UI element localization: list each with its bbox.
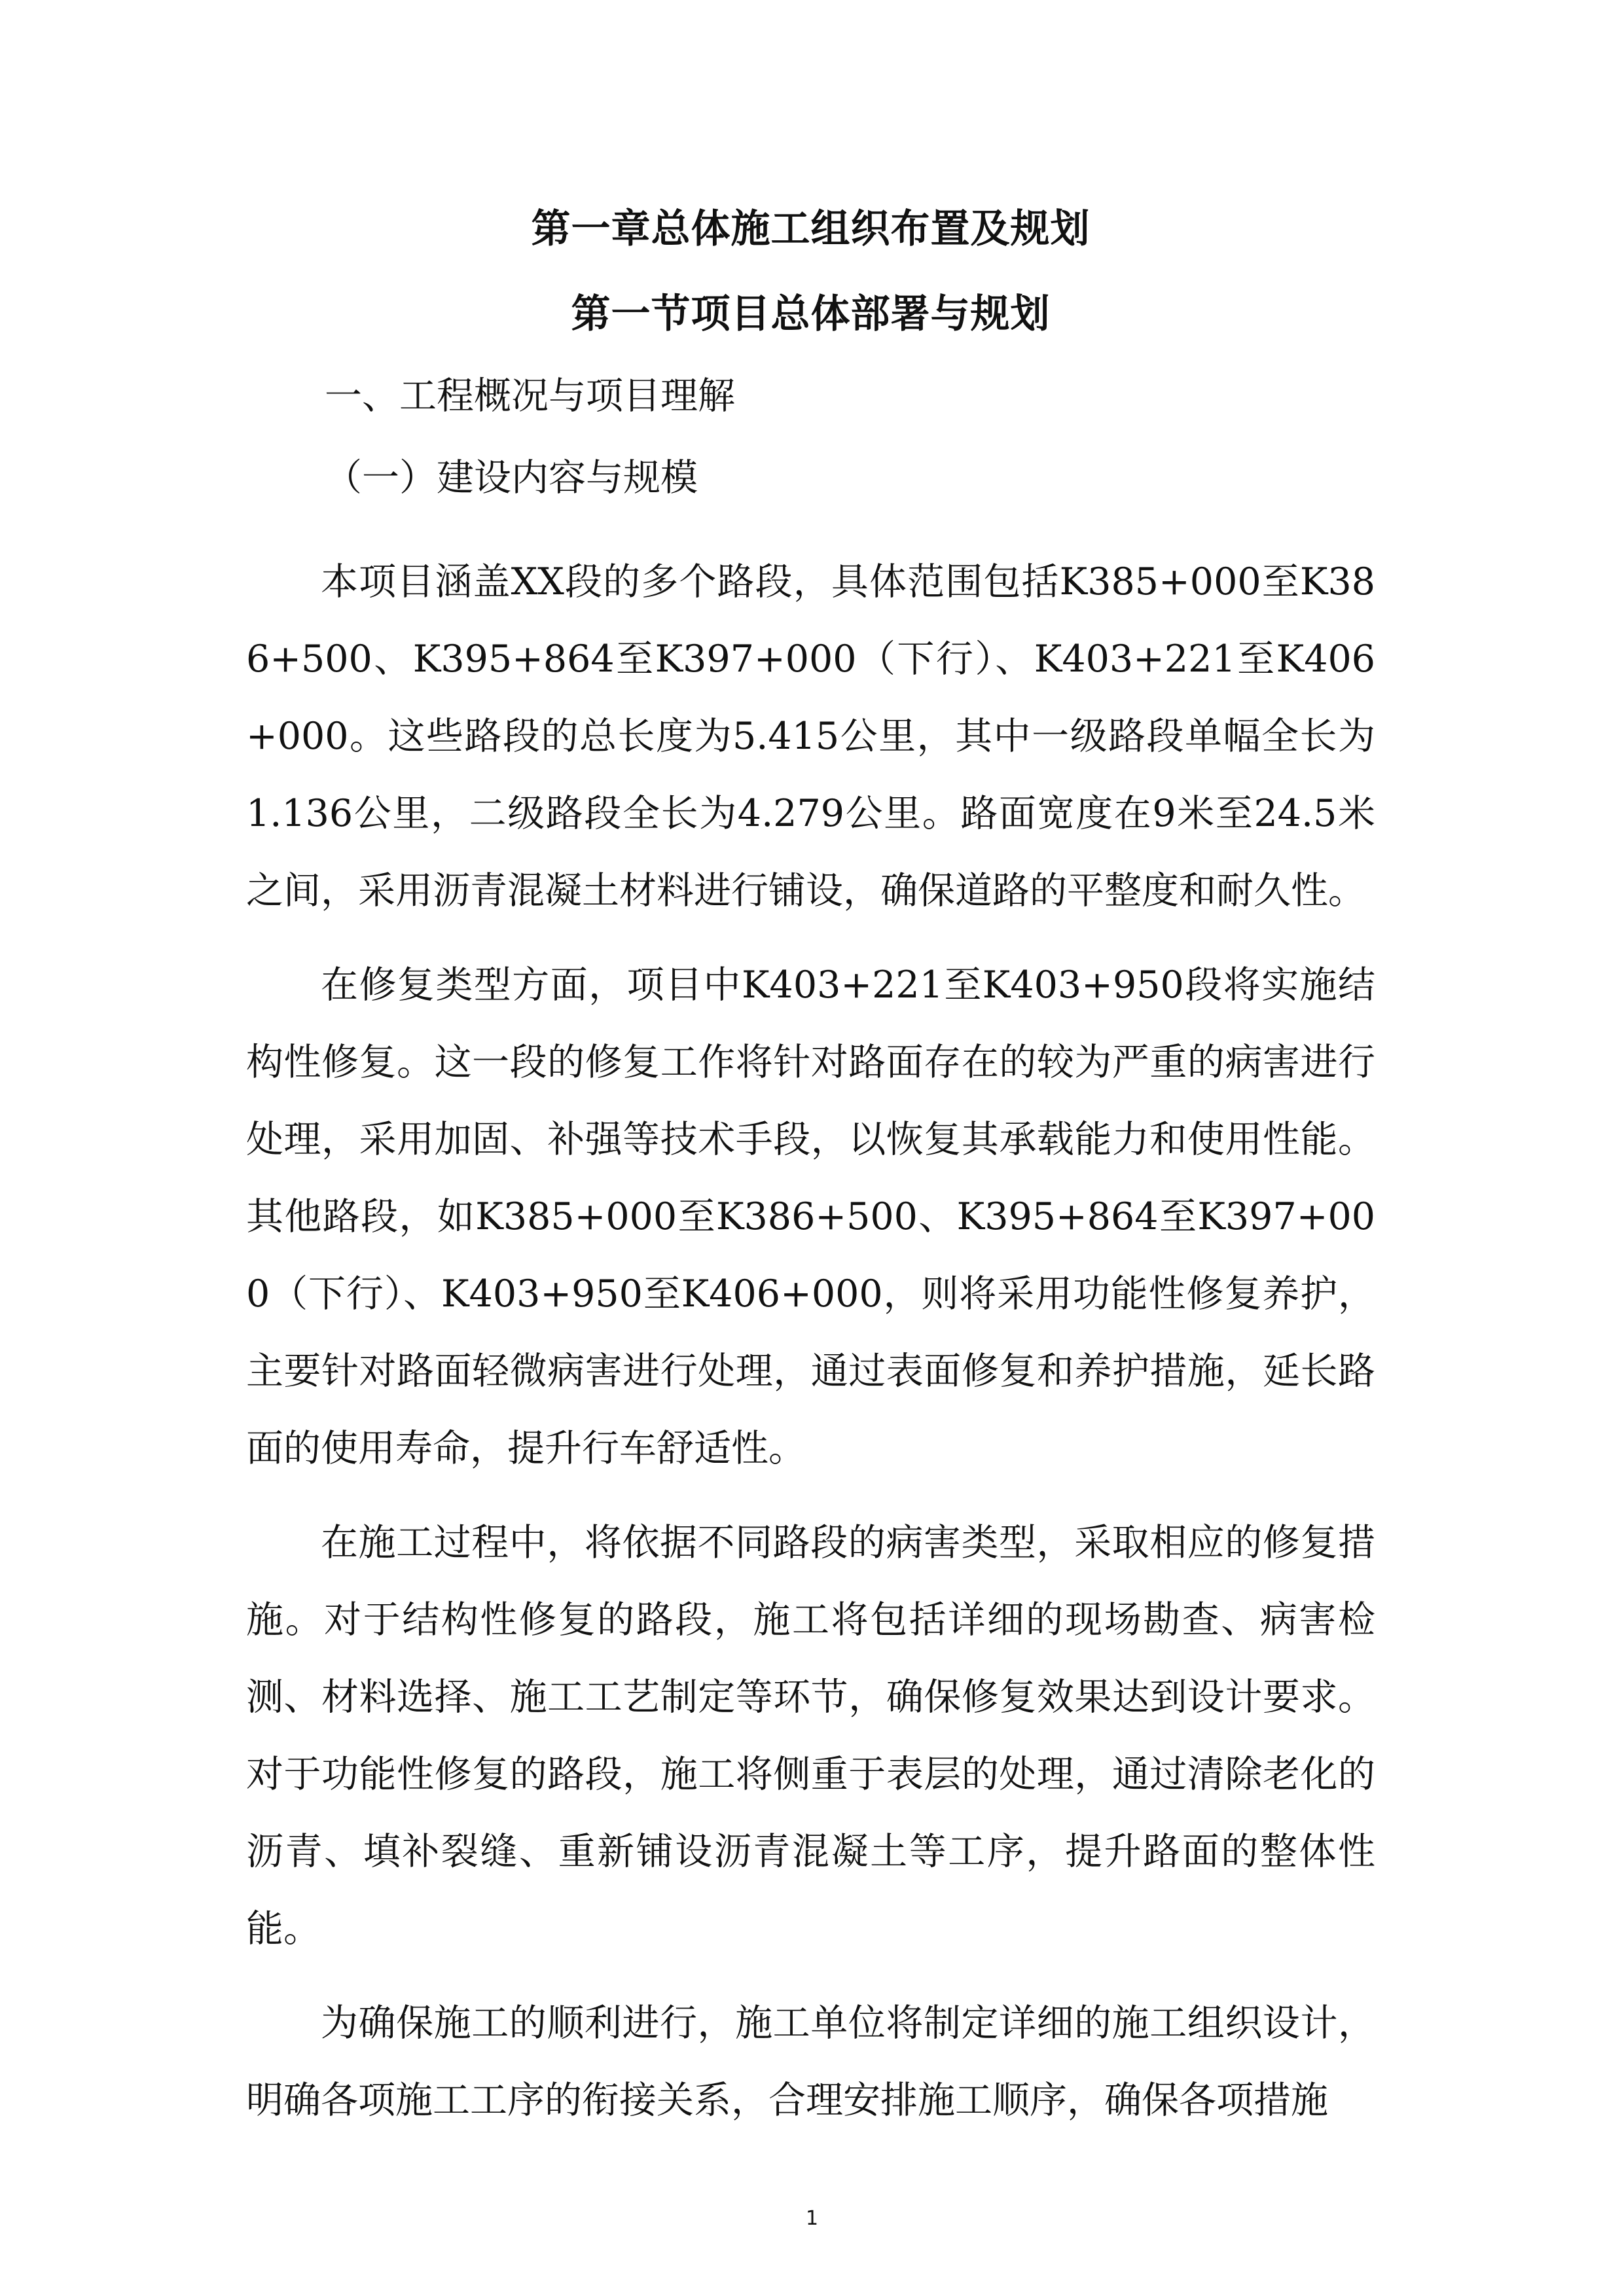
section-title: 第一节项目总体部署与规划 — [571, 291, 1051, 337]
page-number: 1 — [805, 2207, 819, 2230]
paragraph-repair-types: 在修复类型方面，项目中K403+221至K403+950段将实施结构性修复。这一段的修复工作将针对路面存在的较为严重的病害进行处理，采用加固、补强等技术手段，以恢复其承载能力和使用性能。其他路段，如K385+000至K386+500、K395+864至K397+000（下行）、K403+950至K406+000，则将采用功能性修复养护，主要针对路面轻微病害进行处理，通过表面修复和养护措施，延长路面的使用寿命，提升行车舒适性。 — [246, 963, 1375, 1470]
document-body — [246, 206, 1375, 2156]
chapter-title: 第一章总体施工组织布置及规划 — [531, 206, 1091, 252]
paragraph-organization: 为确保施工的顺利进行，施工单位将制定详细的施工组织设计，明确各项施工工序的衔接关系，合理安排施工顺序，确保各项措施 — [246, 2001, 1375, 2122]
paragraph-construction-process: 在施工过程中，将依据不同路段的病害类型，采取相应的修复措施。对于结构性修复的路段，施工将包括详细的现场勘查、病害检测、材料选择、施工工艺制定等环节，确保修复效果达到设计要求。对于功能性修复的路段，施工将侧重于表层的处理，通过清除老化的沥青、填补裂缝、重新铺设沥青混凝土等工序，提升路面的整体性能。 — [246, 1521, 1375, 1950]
sub-subsection-heading: （一）建设内容与规模 — [325, 456, 698, 499]
subsection-heading: 一、工程概况与项目理解 — [325, 374, 735, 418]
paragraph-scope: 本项目涵盖XX段的多个路段，具体范围包括K385+000至K386+500、K395+864至K397+000（下行）、K403+221至K406+000。这些路段的总长度为5.415公里，其中一级路段单幅全长为1.136公里，二级路段全长为4.279公里。路面宽度在9米至24.5米之间，采用沥青混凝土材料进行铺设，确保道路的平整度和耐久性。 — [246, 560, 1375, 912]
